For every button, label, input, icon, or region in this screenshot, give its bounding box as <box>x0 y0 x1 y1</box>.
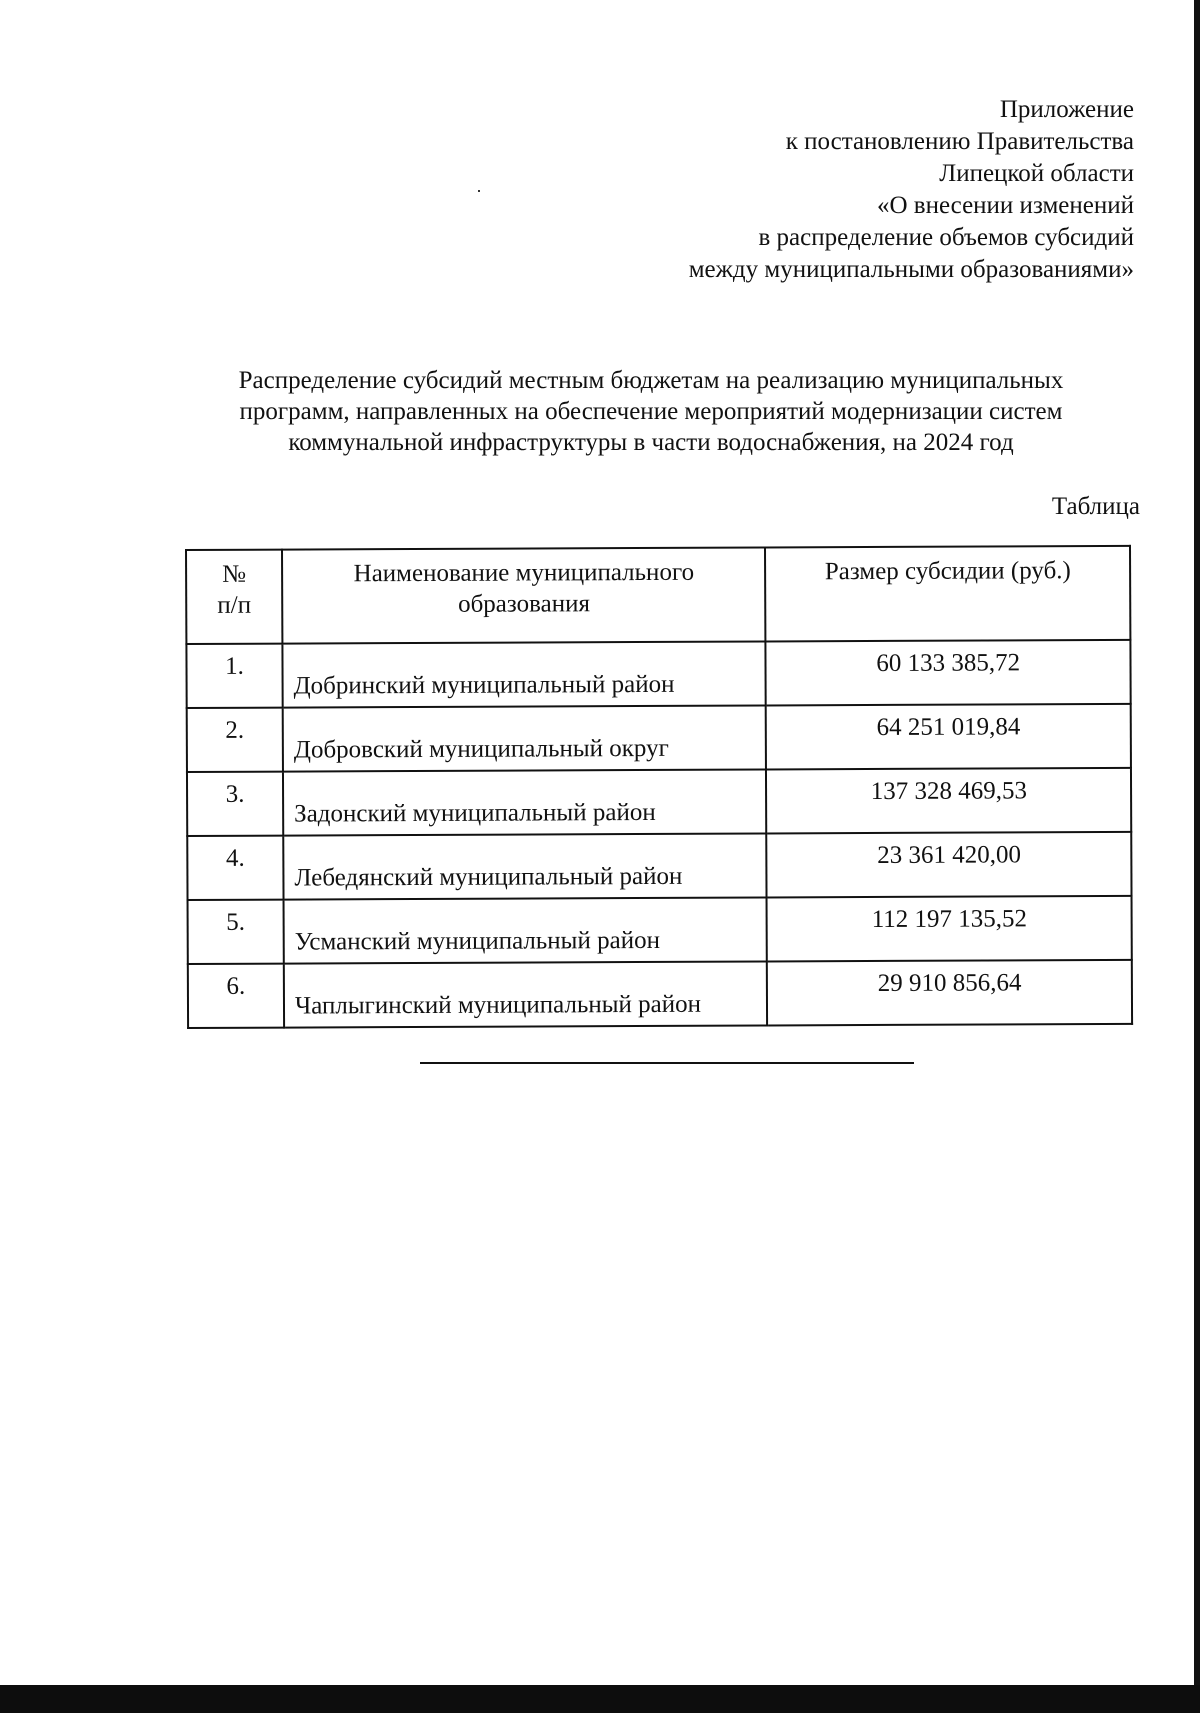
table-row <box>188 896 1132 964</box>
title-line: программ, направленных на обеспечение мероприятий модернизации систем <box>239 398 1063 425</box>
header-sum: Размер субсидии (руб.) <box>765 546 1130 642</box>
header-line: Липецкой области <box>939 160 1134 187</box>
subsidy-table <box>185 545 1133 1029</box>
table-row <box>188 960 1132 1028</box>
row-num: 6. <box>188 964 284 1028</box>
appendix-header <box>560 94 1134 286</box>
row-name: Добринский муниципальный район <box>282 641 766 707</box>
header-line: Приложение <box>999 96 1134 123</box>
header-line: к постановлению Правительства <box>785 128 1134 155</box>
header-line: между муниципальными образованиями» <box>688 256 1134 283</box>
header-num <box>186 550 282 644</box>
table-row <box>187 704 1131 772</box>
row-sum: 60 133 385,72 <box>766 640 1131 706</box>
subsidy-table-wrapper <box>185 545 1133 1029</box>
table-header-row <box>186 546 1130 644</box>
row-num: 5. <box>188 900 284 964</box>
title-line: Распределение субсидий местным бюджетам на реализацию муниципальных <box>238 367 1064 394</box>
row-name: Лебедянский муниципальный район <box>283 833 767 899</box>
table-row <box>186 640 1130 708</box>
row-num: 2. <box>187 708 283 772</box>
header-name-line: образования <box>457 590 590 618</box>
scan-edge-bottom <box>0 1685 1200 1713</box>
scan-edge-right <box>1194 0 1200 1713</box>
header-num-line: № <box>222 560 247 588</box>
header-line: в распределение объемов субсидий <box>758 224 1134 251</box>
row-sum: 23 361 420,00 <box>767 832 1132 898</box>
row-num: 4. <box>187 836 283 900</box>
row-name: Добровский муниципальный округ <box>283 705 767 771</box>
table-row <box>187 832 1131 900</box>
row-name: Задонский муниципальный район <box>283 769 767 835</box>
table-label: Таблица <box>1051 493 1140 520</box>
closing-rule <box>420 1062 914 1064</box>
row-num: 1. <box>186 644 282 708</box>
header-line: «О внесении изменений <box>876 192 1134 219</box>
header-num-line: п/п <box>217 591 252 619</box>
document-title <box>170 365 1132 458</box>
row-sum: 112 197 135,52 <box>767 896 1132 962</box>
row-sum: 137 328 469,53 <box>766 768 1131 834</box>
header-name-line: Наименование муниципального <box>353 558 695 588</box>
title-line: коммунальной инфраструктуры в части водоснабжения, на 2024 год <box>288 429 1014 456</box>
scan-speck <box>478 190 480 192</box>
row-sum: 64 251 019,84 <box>766 704 1131 770</box>
row-num: 3. <box>187 772 283 836</box>
table-row <box>187 768 1131 836</box>
row-name: Усманский муниципальный район <box>284 897 768 963</box>
row-name: Чаплыгинский муниципальный район <box>284 961 768 1027</box>
row-sum: 29 910 856,64 <box>767 960 1132 1026</box>
header-name <box>282 547 766 643</box>
